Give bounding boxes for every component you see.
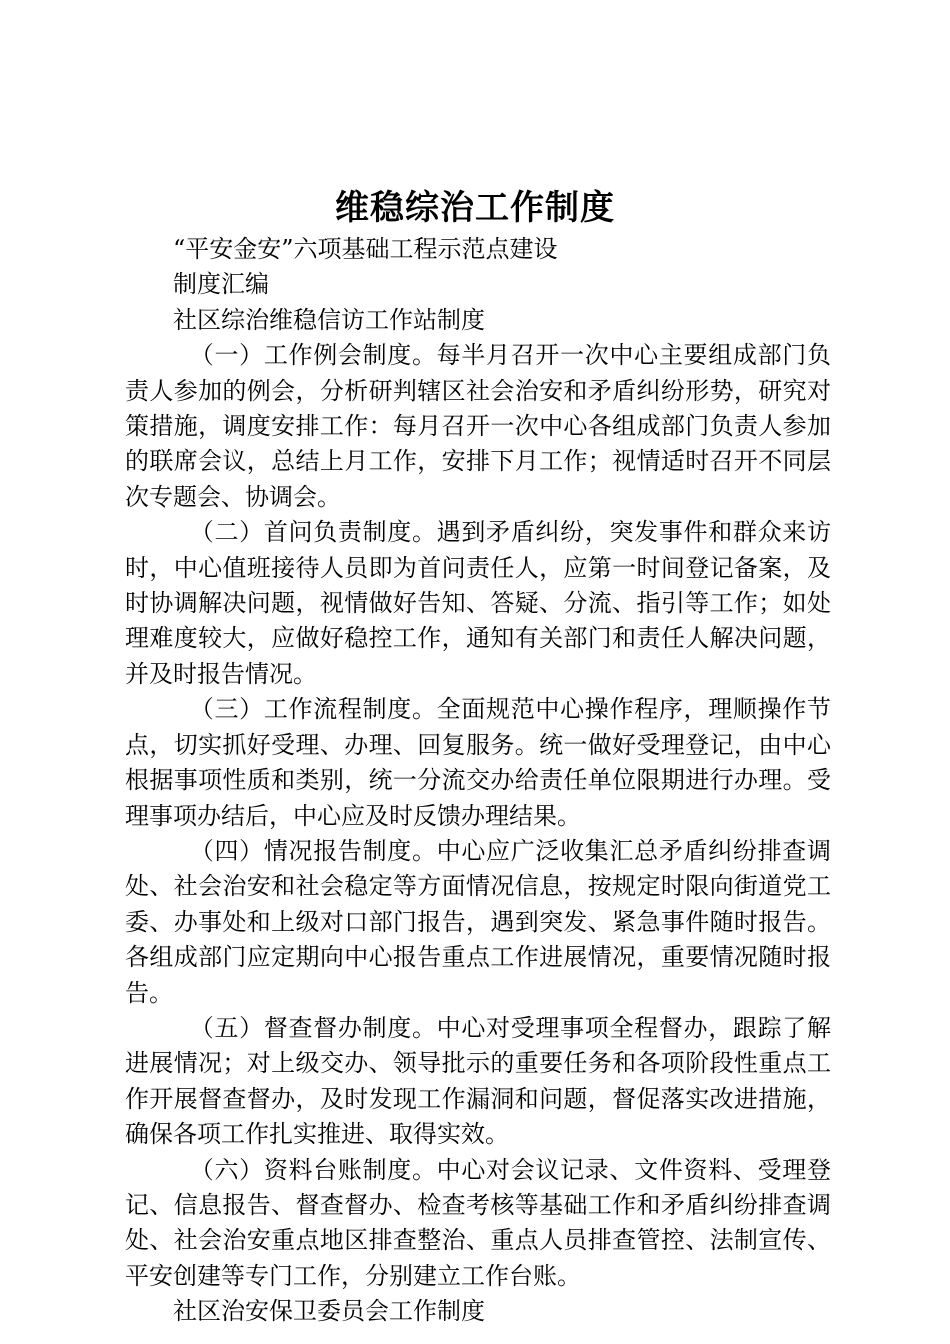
paragraph-item: （六）资料台账制度。中心对会议记录、文件资料、受理登记、信息报告、督查督办、检查考核等基础工作和矛盾纠纷排查调处、社会治安重点地区排查整治、重点人员排查管控、法制宣传、平安创建等专门工作，分别建立工作台账。: [125, 1155, 831, 1290]
subtitle-line: 制度汇编: [173, 270, 269, 299]
section-heading: 社区治安保卫委员会工作制度: [173, 1297, 485, 1326]
document-body: [125, 232, 831, 1330]
paragraph-item: （四）情况报告制度。中心应广泛收集汇总矛盾纠纷排查调处、社会治安和社会稳定等方面情况信息，按规定时限向街道党工委、办事处和上级对口部门报告，遇到突发、紧急事件随时报告。各组成部门应定期向中心报告重点工作进展情况，重要情况随时报告。: [125, 836, 831, 1007]
document-title: 维稳综治工作制度: [335, 188, 615, 228]
paragraph-item: （五）督查督办制度。中心对受理事项全程督办，跟踪了解进展情况；对上级交办、领导批示的重要任务和各项阶段性重点工作开展督查督办，及时发现工作漏洞和问题，督促落实改进措施，确保各项工作扎实推进、取得实效。: [125, 1013, 831, 1149]
subtitle-line: “平安金安”六项基础工程示范点建设: [173, 235, 558, 263]
paragraph-item: （二）首问负责制度。遇到矛盾纠纷，突发事件和群众来访时，中心值班接待人员即为首问责任人，应第一时间登记备案，及时协调解决问题，视情做好告知、答疑、分流、指引等工作；如处理难度较大，应做好稳控工作，通知有关部门和责任人解决问题，并及时报告情况。: [125, 518, 831, 688]
section-heading: 社区综治维稳信访工作站制度: [173, 305, 485, 334]
paragraph-item: （三）工作流程制度。全面规范中心操作程序，理顺操作节点，切实抓好受理、办理、回复服务。统一做好受理登记，由中心根据事项性质和类别，统一分流交办给责任单位限期进行办理。受理事项办结后，中心应及时反馈办理结果。: [125, 695, 831, 830]
paragraph-item: （一）工作例会制度。每半月召开一次中心主要组成部门负责人参加的例会，分析研判辖区社会治安和矛盾纠纷形势，研究对策措施，调度安排工作：每月召开一次中心各组成部门负责人参加的联席会议，总结上月工作，安排下月工作；视情适时召开不同层次专题会、协调会。: [125, 341, 831, 511]
